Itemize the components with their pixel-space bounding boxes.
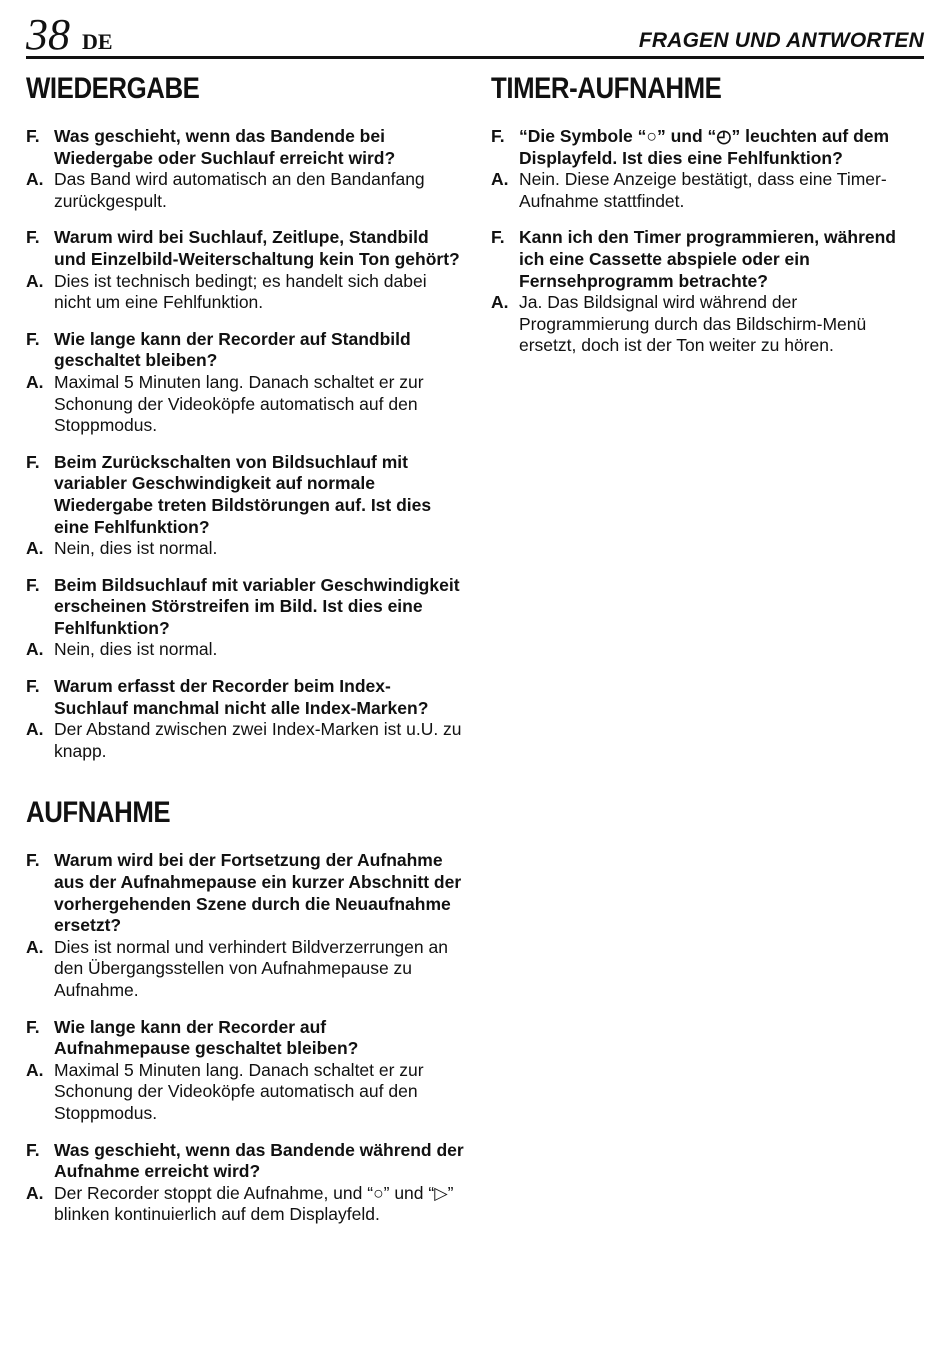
qa-item <box>26 1140 464 1226</box>
question-marker: F. <box>26 850 40 871</box>
answer-marker: A. <box>26 1059 44 1080</box>
answer <box>26 719 464 762</box>
question <box>491 227 926 292</box>
answer-text: Maximal 5 Minuten lang. Danach schaltet er zur Schonung der Videoköpfe automatisch auf den Stoppmodus. <box>54 1059 424 1123</box>
answer-marker: A. <box>26 371 44 392</box>
answer <box>26 372 464 437</box>
qa-item <box>491 126 926 212</box>
answer-marker: A. <box>26 538 44 559</box>
question <box>26 1017 464 1060</box>
question-text: Beim Bildsuchlauf mit variabler Geschwindigkeit erscheinen Störstreifen im Bild. Ist dies eine Fehlfunktion? <box>54 574 460 638</box>
answer-text: Dies ist technisch bedingt; es handelt sich dabei nicht um eine Fehlfunktion. <box>54 270 427 313</box>
question-marker: F. <box>491 227 505 248</box>
qa-item <box>26 850 464 1001</box>
answer-marker: A. <box>26 936 44 957</box>
answer-marker: A. <box>26 169 44 190</box>
answer <box>26 271 464 314</box>
question-marker: F. <box>26 126 40 146</box>
answer-text: Das Band wird automatisch an den Bandanfang zurückgespult. <box>54 169 425 211</box>
answer-text: Nein. Diese Anzeige bestätigt, dass eine Timer-Aufnahme stattfindet. <box>519 169 887 211</box>
question-text: Was geschieht, wenn das Bandende während der Aufnahme erreicht wird? <box>54 1139 464 1182</box>
question-text: “Die Symbole “○” und “◴” leuchten auf dem Displayfeld. Ist dies eine Fehlfunktion? <box>519 126 890 168</box>
question <box>26 126 464 169</box>
qa-item <box>26 1017 464 1125</box>
question <box>26 850 464 936</box>
question <box>26 676 464 719</box>
qa-item <box>26 452 464 560</box>
answer <box>491 169 926 212</box>
question-marker: F. <box>26 227 40 248</box>
question-marker: F. <box>26 1016 40 1037</box>
question <box>26 1140 464 1183</box>
section-title-aufnahme: AUFNAHME <box>26 796 171 830</box>
answer-marker: A. <box>26 1182 44 1203</box>
answer-marker: A. <box>491 292 509 313</box>
question-marker: F. <box>26 451 40 472</box>
answer <box>491 292 926 357</box>
answer-text: Der Abstand zwischen zwei Index-Marken ist u.U. zu knapp. <box>54 719 462 761</box>
answer-marker: A. <box>26 270 44 291</box>
question-text: Wie lange kann der Recorder auf Standbild geschaltet bleiben? <box>54 328 411 371</box>
question-text: Beim Zurückschalten von Bildsuchlauf mit variabler Geschwindigkeit auf normale Wiedergabe treten Bildstörungen auf. Ist dies eine Fehlfunktion? <box>54 451 432 537</box>
question-marker: F. <box>26 328 40 349</box>
answer-text: Ja. Das Bildsignal wird während der Programmierung durch das Bildschirm-Menü ersetzt, doch ist der Ton weiter zu hören. <box>519 292 867 356</box>
answer <box>26 937 464 1002</box>
answer-marker: A. <box>26 719 44 740</box>
question-marker: F. <box>26 574 40 595</box>
question-marker: F. <box>26 676 40 697</box>
answer <box>26 639 464 661</box>
answer-text: Dies ist normal und verhindert Bildverzerrungen an den Übergangsstellen von Aufnahmepause zu Aufnahme. <box>54 936 448 1000</box>
question <box>26 452 464 538</box>
left-column <box>26 72 464 1241</box>
question-text: Was geschieht, wenn das Bandende bei Wiedergabe oder Suchlauf erreicht wird? <box>54 126 396 168</box>
question-text: Kann ich den Timer programmieren, während ich eine Cassette abspiele oder ein Fernsehprogramm betrachte? <box>519 227 896 291</box>
question <box>26 227 464 270</box>
answer-text: Der Recorder stoppt die Aufnahme, und “○” und “▷” blinken kontinuierlich auf dem Displayfeld. <box>54 1182 454 1225</box>
question-text: Wie lange kann der Recorder auf Aufnahmepause geschaltet bleiben? <box>54 1016 359 1059</box>
answer <box>26 169 464 212</box>
running-title: FRAGEN UND ANTWORTEN <box>638 29 924 52</box>
page-number: 38 <box>26 10 70 59</box>
qa-item <box>26 227 464 313</box>
question-marker: F. <box>491 126 505 146</box>
question <box>26 329 464 372</box>
question-marker: F. <box>26 1139 40 1160</box>
question-text: Warum erfasst der Recorder beim Index-Suchlauf manchmal nicht alle Index-Marken? <box>54 676 429 718</box>
qa-item <box>26 329 464 437</box>
question <box>491 126 926 169</box>
answer <box>26 1060 464 1125</box>
qa-item <box>491 227 926 357</box>
page-header <box>26 10 924 59</box>
question <box>26 575 464 640</box>
section-title-timer-aufnahme: TIMER-AUFNAHME <box>491 72 722 105</box>
language-code: DE <box>82 29 113 54</box>
qa-item <box>26 126 464 212</box>
answer <box>26 1183 464 1226</box>
question-text: Warum wird bei Suchlauf, Zeitlupe, Standbild und Einzelbild-Weiterschaltung kein Ton gehört? <box>54 227 460 269</box>
answer-text: Nein, dies ist normal. <box>54 538 218 559</box>
answer-text: Nein, dies ist normal. <box>54 639 218 660</box>
qa-item <box>26 575 464 661</box>
question-text: Warum wird bei der Fortsetzung der Aufnahme aus der Aufnahmepause ein kurzer Abschnitt der vorhergehenden Szene durch die Neuaufnahme ersetzt? <box>54 850 462 936</box>
answer-text: Maximal 5 Minuten lang. Danach schaltet er zur Schonung der Videoköpfe automatisch auf den Stoppmodus. <box>54 371 424 436</box>
qa-item <box>26 676 464 762</box>
section-title-wiedergabe: WIEDERGABE <box>26 72 200 105</box>
answer-marker: A. <box>26 639 44 660</box>
right-column <box>491 72 926 372</box>
answer-marker: A. <box>491 169 509 190</box>
answer <box>26 538 464 560</box>
